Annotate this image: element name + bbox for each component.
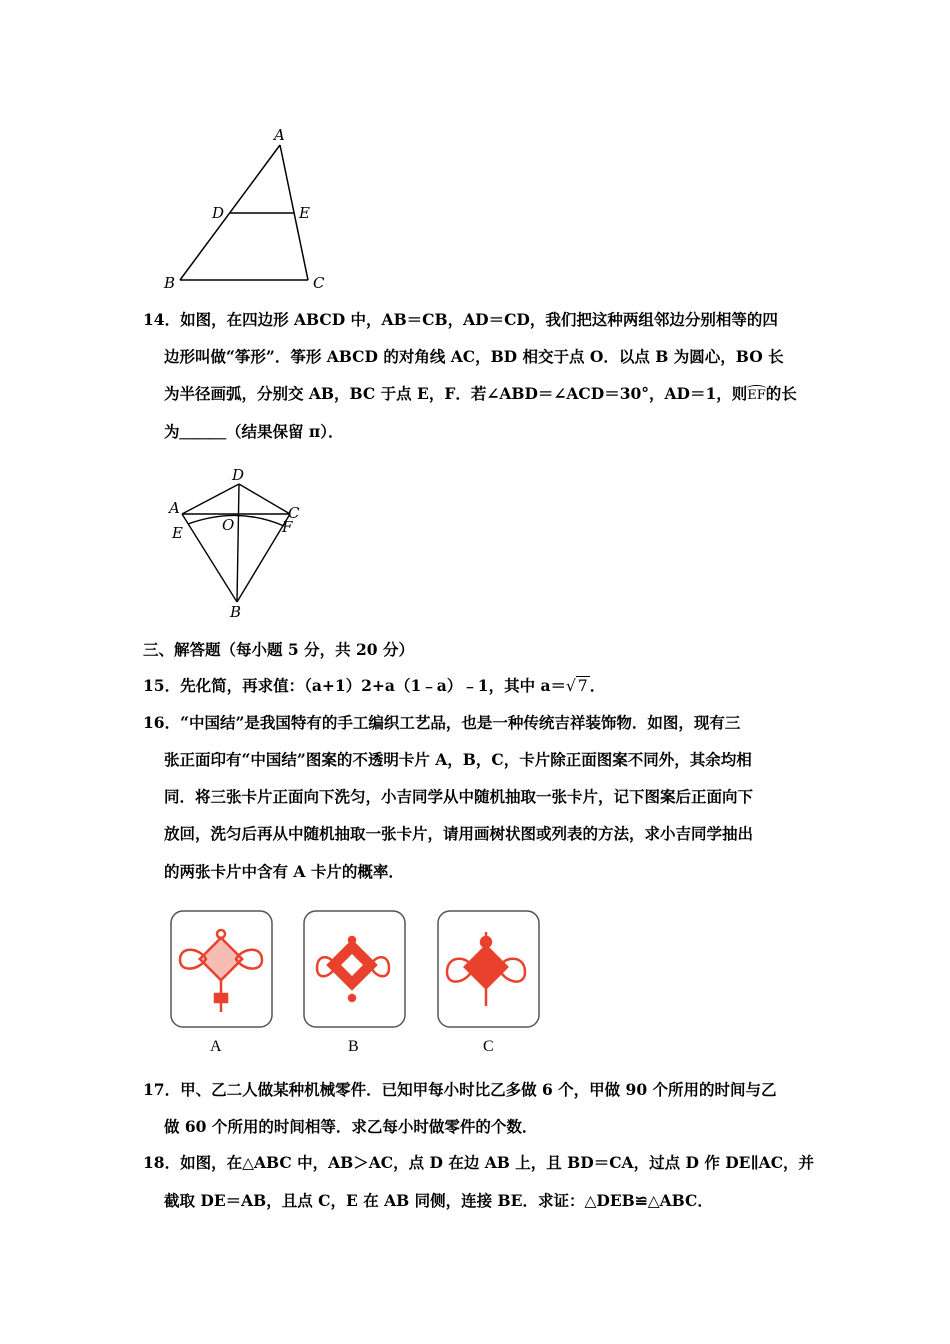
label-A: A — [274, 126, 285, 144]
q14-line1: 14．如图，在四边形 ABCD 中，AB＝CB，AD＝CD，我们把这种两组邻边分别相等的四 — [143, 310, 778, 329]
q16-line4: 放回，洗匀后再从中随机抽取一张卡片，请用画树状图或列表的方法，求小吉同学抽出 — [164, 824, 754, 843]
q17-line2: 做 60 个所用的时间相等．求乙每小时做零件的个数． — [164, 1117, 538, 1136]
kite-label-D: D — [232, 466, 245, 484]
card-a — [170, 910, 274, 1030]
kite-figure-14 — [160, 462, 320, 622]
q18-line2: 截取 DE＝AB，且点 C，E 在 AB 同侧，连接 BE．求证：△DEB≌△ABC． — [164, 1191, 713, 1210]
card-label-a: A — [210, 1038, 222, 1055]
kite-label-A: A — [169, 499, 180, 517]
label-D: D — [212, 204, 225, 222]
card-b — [303, 910, 407, 1030]
section-3-heading: 三、解答题（每小题 5 分，共 20 分） — [143, 640, 414, 659]
q17-line1: 17．甲、乙二人做某种机械零件．已知甲每小时比乙多做 6 个，甲做 90 个所用的时间与乙 — [143, 1080, 777, 1099]
kite-label-F: F — [282, 518, 293, 536]
q16-line3: 同．将三张卡片正面向下洗匀，小吉同学从中随机抽取一张卡片，记下图案后正面向下 — [164, 787, 754, 806]
kite-label-E: E — [172, 524, 183, 542]
kite-label-C: C — [288, 504, 300, 522]
q16-line1: 16．“中国结”是我国特有的手工编织工艺品，也是一种传统吉祥装饰物．如图，现有三 — [143, 713, 741, 732]
kite-label-B: B — [230, 603, 242, 621]
arc-ef: EF — [747, 388, 766, 403]
q16-line5: 的两张卡片中含有 A 卡片的概率． — [164, 862, 404, 881]
q16-line2: 张正面印有“中国结”图案的不透明卡片 A，B，C，卡片除正面图案不同外，其余均相 — [164, 750, 752, 769]
label-B: B — [164, 274, 176, 292]
q15-line: 15．先化简，再求值：（a+1）2+a（1﹣a）﹣1，其中 a＝√ 7 ． — [143, 676, 606, 695]
label-E: E — [299, 204, 310, 222]
q18-line1: 18．如图，在△ABC 中，AB＞AC，点 D 在边 AB 上，且 BD＝CA，过点 D 作 DE∥AC，并 — [143, 1153, 815, 1172]
triangle-figure-13 — [160, 125, 340, 295]
card-c — [437, 910, 541, 1030]
q14-line3: 为半径画弧，分别交 AB，BC 于点 E，F．若∠ABD＝∠ACD＝30°，AD＝1，则 EF的长 — [164, 384, 797, 403]
card-label-b: B — [348, 1038, 359, 1055]
sqrt-7: √ 7 — [566, 677, 588, 695]
card-label-c: C — [483, 1038, 494, 1055]
kite-label-O: O — [222, 516, 235, 534]
q14-line4: 为＿＿＿（结果保留 π）． — [164, 422, 344, 441]
label-C: C — [313, 274, 325, 292]
q14-line2: 边形叫做“筝形”．筝形 ABCD 的对角线 AC，BD 相交于点 O．以点 B 为圆心，BO 长 — [164, 347, 784, 366]
